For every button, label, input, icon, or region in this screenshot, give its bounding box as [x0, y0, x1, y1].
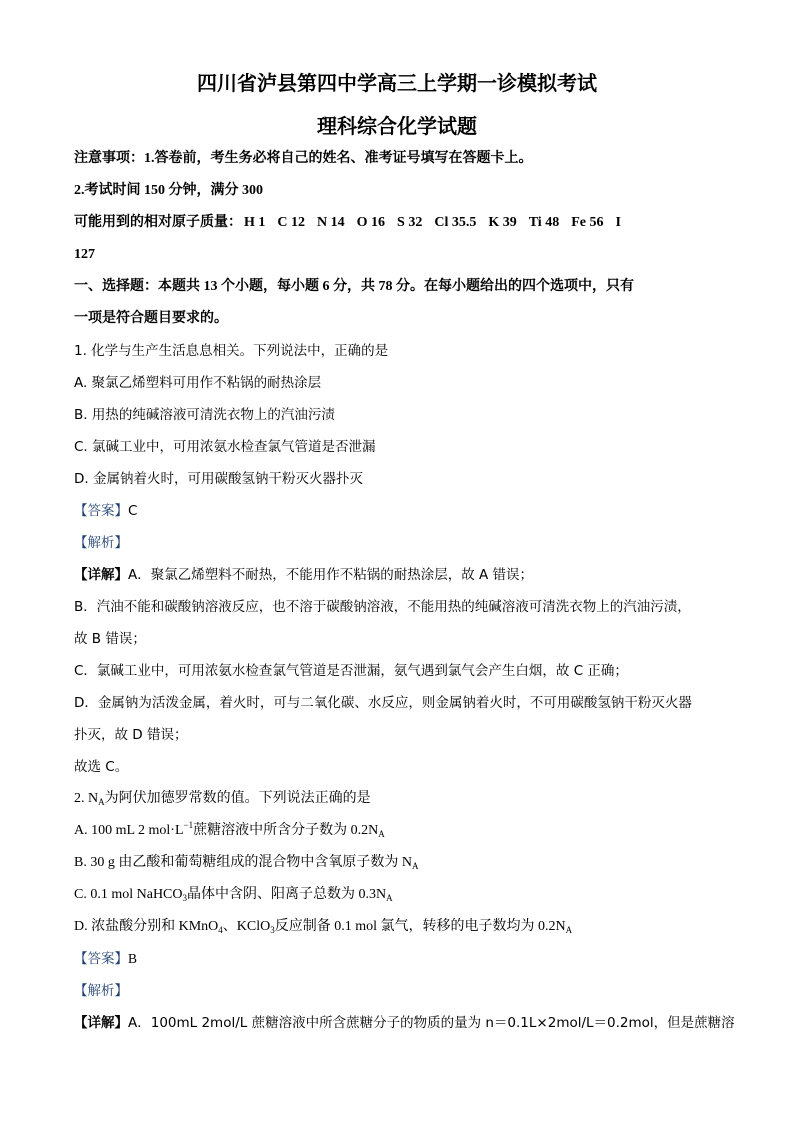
detail-label: 【详解】 [74, 1015, 128, 1031]
subscript: 4 [218, 925, 223, 935]
q1-stem: 1. 化学与生产生活息息相关。下列说法中，正确的是 [74, 343, 389, 359]
section-heading-line-1: 一、选择题：本题共 13 个小题，每小题 6 分，共 78 分。在每小题给出的四个选项中，只有 [74, 279, 634, 294]
q2-answer [74, 950, 137, 968]
q2-analysis-label: 【解析】 [74, 983, 128, 999]
subscript: A [386, 893, 393, 903]
atomic-mass: N 14 [317, 215, 345, 230]
atomic-mass-label: 可能用到的相对原子质量： [74, 215, 242, 230]
atomic-masses [74, 214, 633, 232]
q2-detail-line-1 [74, 1014, 735, 1032]
q1-detail-line-2: B．汽油不能和碳酸钠溶液反应，也不溶于碳酸钠溶液，不能用热的纯碱溶液可清洗衣物上的汽油污渍， [74, 599, 691, 615]
q1-answer [74, 502, 137, 520]
q2-option-c [74, 886, 393, 904]
detail-text: A．100mL 2mol/L 蔗糖溶液中所含蔗糖分子的物质的量为 n＝0.1L×2mol/L＝0.2mol，但是蔗糖溶 [128, 1015, 735, 1031]
subscript: 3 [182, 893, 187, 903]
answer-value: B [128, 951, 138, 966]
section-heading-line-2: 一项是符合题目要求的。 [74, 311, 228, 326]
q2-stem [74, 790, 371, 808]
option-text: 晶体中含阴、阳离子总数为 0.3N [187, 887, 387, 902]
notes-line-1: 注意事项：1.答卷前，考生务必将自己的姓名、准考证号填写在答题卡上。 [74, 151, 533, 166]
q2-option-d [74, 918, 572, 936]
option-text: D. 浓盐酸分别和 KMnO [74, 919, 219, 934]
atomic-mass: I [615, 215, 621, 230]
answer-label: 【答案】 [74, 503, 128, 519]
q2-option-b [74, 854, 418, 872]
detail-text: A．聚氯乙烯塑料不耐热，不能用作不粘锅的耐热涂层，故 A 错误； [128, 567, 534, 583]
atomic-mass: K 39 [488, 215, 517, 230]
q2-option-a [74, 822, 385, 840]
atomic-mass: S 32 [397, 215, 423, 230]
q1-detail-line-5: D．金属钠为活泼金属，着火时，可与二氧化碳、水反应，则金属钠着火时，不可用碳酸氢钠干粉灭火器 [74, 695, 692, 711]
document-subtitle: 理科综合化学试题 [317, 114, 477, 138]
option-text: 、KClO [222, 919, 271, 934]
q2-stem-num: 2. N [74, 791, 99, 806]
atomic-mass: Cl 35.5 [434, 215, 477, 230]
subscript: 3 [270, 925, 275, 935]
q1-option-b: B. 用热的纯碱溶液可清洗衣物上的汽油污渍 [74, 407, 335, 423]
q1-detail-line-3: 故 B 错误； [74, 631, 146, 647]
q1-option-c: C. 氯碱工业中，可用浓氨水检查氯气管道是否泄漏 [74, 439, 376, 455]
atomic-mass: O 16 [356, 215, 386, 230]
q1-option-d: D. 金属钠着火时，可用碳酸氢钠干粉灭火器扑灭 [74, 471, 363, 487]
notes-line-2: 2.考试时间 150 分钟，满分 300 [74, 183, 263, 198]
option-text: B. 30 g 由乙酸和葡萄糖组成的混合物中含氧原子数为 N [74, 855, 412, 870]
q1-detail-line-6: 扑灭，故 D 错误； [74, 727, 188, 743]
option-text: 蔗糖溶液中所含分子数为 0.2N [193, 823, 379, 838]
q1-conclusion: 故选 C。 [74, 759, 129, 775]
q1-option-a: A. 聚氯乙烯塑料可用作不粘锅的耐热涂层 [74, 375, 322, 391]
atomic-mass-wrap: 127 [74, 247, 95, 262]
option-text: A. 100 mL 2 mol·L [74, 823, 184, 838]
option-text: 反应制备 0.1 mol 氯气，转移的电子数均为 0.2N [274, 919, 566, 934]
subscript: A [411, 861, 419, 871]
option-text: C. 0.1 mol NaHCO [74, 887, 183, 902]
subscript: A [378, 829, 385, 839]
q1-detail-line-1 [74, 566, 533, 584]
atomic-mass: C 12 [277, 215, 306, 230]
q1-detail-line-4: C．氯碱工业中，可用浓氨水检查氯气管道是否泄漏，氨气遇到氯气会产生白烟，故 C 正确； [74, 663, 628, 679]
atomic-mass: H 1 [244, 215, 266, 230]
superscript: −1 [183, 820, 194, 830]
atomic-mass: Ti 48 [528, 215, 560, 230]
document-title: 四川省泸县第四中学高三上学期一诊模拟考试 [197, 71, 597, 95]
q2-stem-text: 为阿伏加德罗常数的值。下列说法正确的是 [104, 791, 371, 806]
detail-label: 【详解】 [74, 567, 128, 583]
answer-value: C [128, 503, 138, 519]
q1-analysis-label: 【解析】 [74, 535, 128, 551]
subscript: A [565, 925, 573, 935]
answer-label: 【答案】 [74, 951, 128, 967]
subscript: A [98, 797, 105, 807]
atomic-mass: Fe 56 [571, 215, 604, 230]
